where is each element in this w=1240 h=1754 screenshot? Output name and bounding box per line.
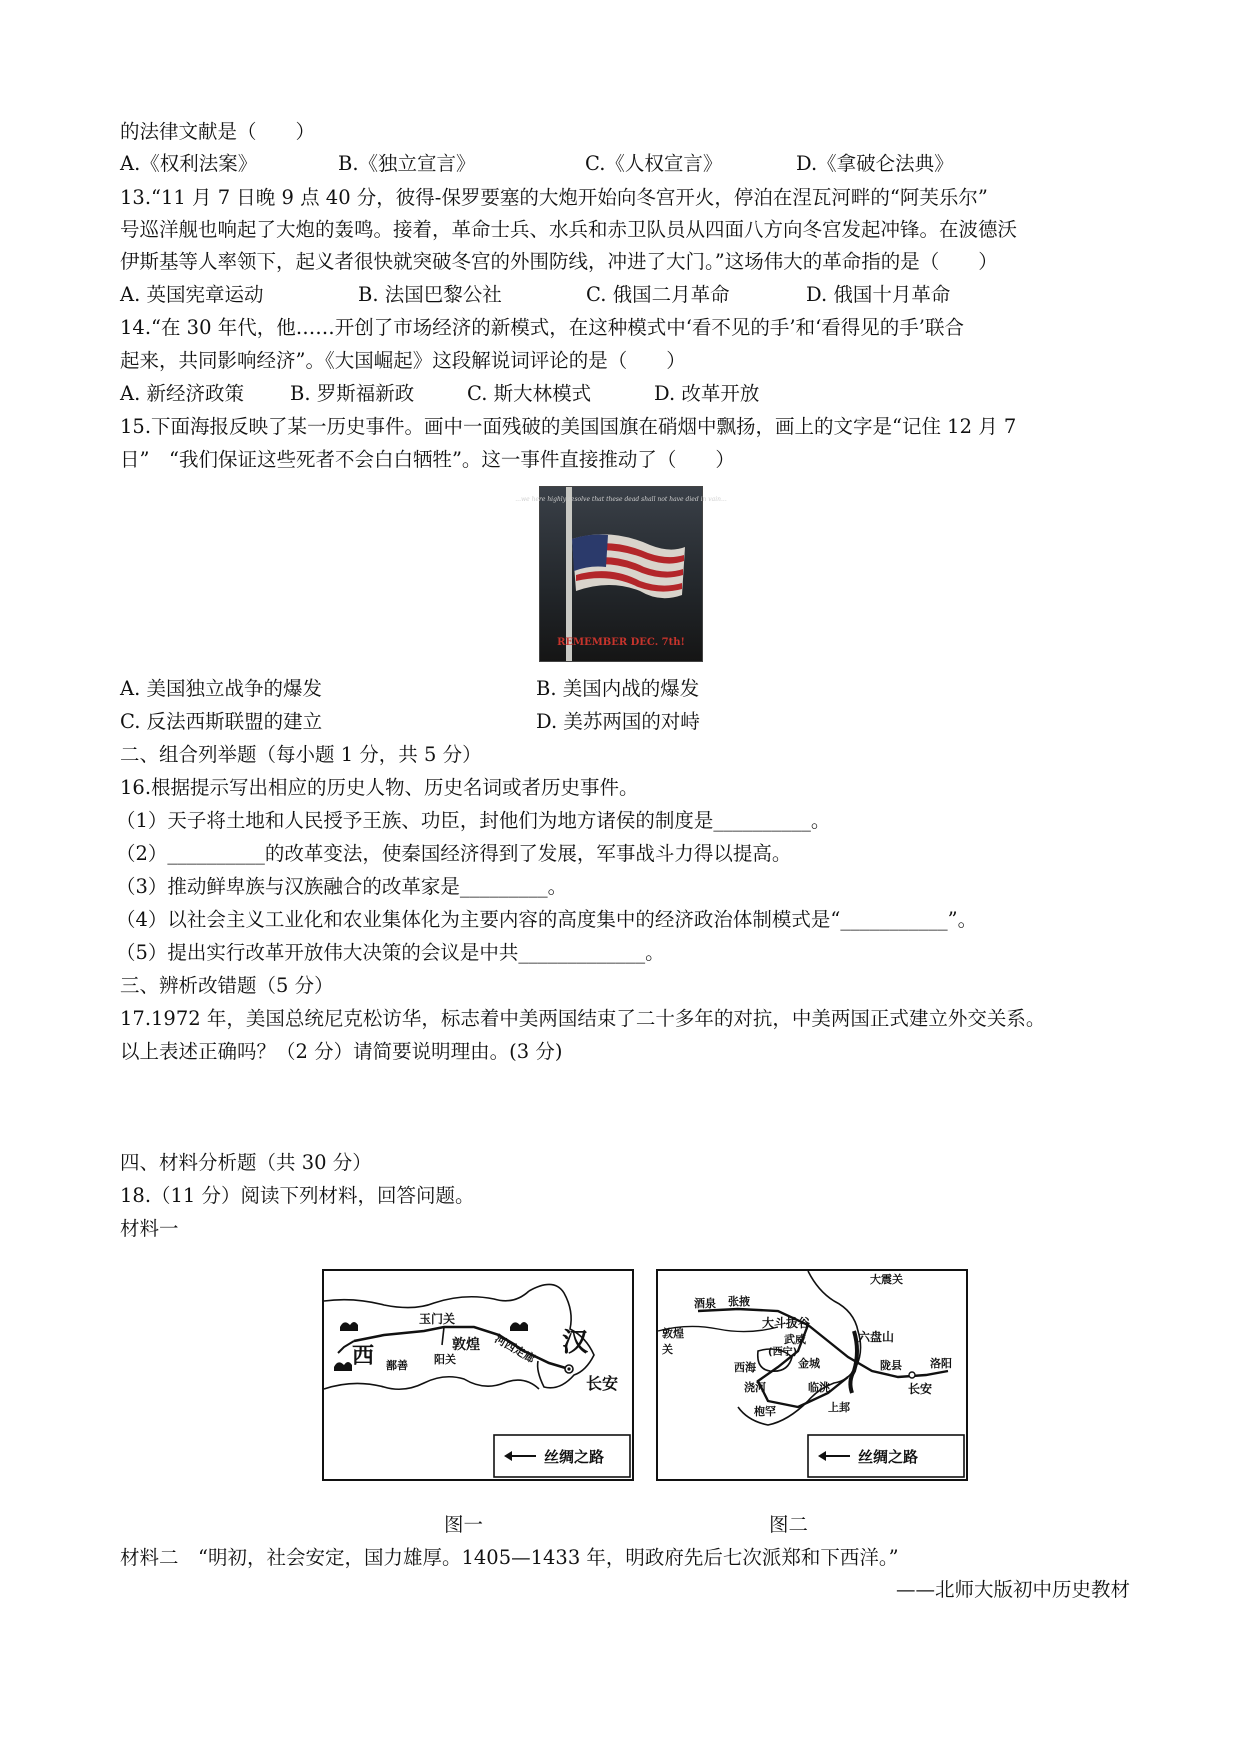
material1-label: 材料一 bbox=[120, 1217, 179, 1240]
silk-road-map-han bbox=[324, 1271, 632, 1479]
map2-label-jincheng: 金城 bbox=[798, 1357, 820, 1370]
section4-heading: 四、材料分析题（共 30 分） bbox=[120, 1151, 372, 1174]
section2-heading: 二、组合列举题（每小题 1 分，共 5 分） bbox=[120, 743, 482, 766]
q16-item-5: （5）提出实行改革开放伟大决策的会议是中共_____________。 bbox=[116, 941, 665, 964]
map2-label-wuwei: 武威 bbox=[784, 1333, 806, 1346]
q14-stem-line2: 起来，共同影响经济”。《大国崛起》这段解说词评论的是（ ） bbox=[120, 349, 686, 372]
q17-line2: 以上表述正确吗？（2 分）请简要说明理由。(3 分) bbox=[120, 1040, 563, 1063]
camel-icon bbox=[334, 1362, 352, 1371]
map2-label-jiaohe: 浇河 bbox=[744, 1381, 766, 1394]
q16-item-2: （2）__________的改革变法，使秦国经济得到了发展，军事战斗力得以提高。 bbox=[116, 842, 792, 865]
q13-stem-line3: 伊斯基等人率领下，起义者很快就突破冬宫的外围防线，冲进了大门。”这场伟大的革命指的是（ ） bbox=[120, 250, 998, 273]
q15-option-b[interactable]: B. 美国内战的爆发 bbox=[536, 677, 700, 700]
q15-option-d[interactable]: D. 美苏两国的对峙 bbox=[536, 710, 700, 733]
q17-line1: 17.1972 年，美国总统尼克松访华，标志着中美两国结束了二十多年的对抗，中美两国正式建立外交关系。 bbox=[120, 1007, 1046, 1030]
map2-label-changan: 长安 bbox=[908, 1382, 933, 1396]
map1-label-xi: 西 bbox=[352, 1344, 375, 1369]
q14-option-d[interactable]: D. 改革开放 bbox=[654, 382, 760, 405]
q13-option-a[interactable]: A. 英国宪章运动 bbox=[120, 283, 264, 306]
map1-label-han: 汉 bbox=[562, 1328, 589, 1358]
map2-label-fuhan: 枹罕 bbox=[754, 1405, 776, 1418]
q16-item-1: （1）天子将土地和人民授予王族、功臣，封他们为地方诸侯的制度是__________。 bbox=[116, 809, 831, 832]
map1-label-shanshan: 鄯善 bbox=[386, 1359, 408, 1372]
q16-stem: 16.根据提示写出相应的历史人物、历史名词或者历史事件。 bbox=[120, 776, 639, 799]
map2-label-xining: (西宁) bbox=[768, 1347, 798, 1358]
q16-item-4: （4）以社会主义工业化和农业集体化为主要内容的高度集中的经济政治体制模式是“___________”。 bbox=[116, 908, 978, 931]
q13-option-b[interactable]: B. 法国巴黎公社 bbox=[358, 283, 502, 306]
poster-image bbox=[515, 487, 727, 661]
map2-label-dunhuang: 敦煌 bbox=[662, 1327, 684, 1340]
section3-heading: 三、辨析改错题（5 分） bbox=[120, 974, 334, 997]
q14-option-b[interactable]: B. 罗斯福新政 bbox=[290, 382, 415, 405]
q15-option-c[interactable]: C. 反法西斯联盟的建立 bbox=[120, 710, 323, 733]
q16-item-3: （3）推动鲜卑族与汉族融合的改革家是_________。 bbox=[116, 875, 568, 898]
map-figure-2 bbox=[656, 1269, 968, 1481]
q13-stem-line2: 号巡洋舰也响起了大炮的轰鸣。接着，革命士兵、水兵和赤卫队员从四面八方向冬宫发起冲锋。在波德沃 bbox=[120, 218, 1018, 241]
q13-option-d[interactable]: D. 俄国十月革命 bbox=[806, 283, 951, 306]
silk-road-map-sui bbox=[658, 1271, 966, 1479]
material2-text: 材料二 “明初，社会安定，国力雄厚。1405—1433 年，明政府先后七次派郑和下西洋。” bbox=[120, 1546, 899, 1569]
q14-stem-line1: 14.“在 30 年代，他……开创了市场经济的新模式，在这种模式中‘看不见的手’和‘看得见的手’联合 bbox=[120, 316, 964, 339]
map2-label-dazhenguan: 大震关 bbox=[870, 1273, 903, 1286]
map1-legend-text: 丝绸之路 bbox=[544, 1448, 605, 1466]
q14-option-a[interactable]: A. 新经济政策 bbox=[120, 382, 244, 405]
poster-top-text: ...we here highly resolve that these dead shall not have died in vain... bbox=[515, 496, 727, 503]
pearl-harbor-poster bbox=[515, 486, 727, 662]
map1-label-dunhuang: 敦煌 bbox=[452, 1337, 480, 1353]
camel-icon bbox=[510, 1322, 528, 1331]
q12-option-a[interactable]: A.《权利法案》 bbox=[120, 152, 258, 175]
map2-caption: 图二 bbox=[769, 1513, 809, 1536]
map2-label-longxian: 陇县 bbox=[880, 1359, 902, 1372]
map1-label-yumenguan: 玉门关 bbox=[419, 1312, 456, 1326]
map1-caption: 图一 bbox=[444, 1513, 484, 1536]
map2-label-lintao: 临洮 bbox=[808, 1381, 830, 1394]
q12-stem-tail: 的法律文献是（ ） bbox=[120, 120, 316, 143]
map1-label-changan: 长安 bbox=[586, 1374, 619, 1393]
map1-label-yangguan: 阳关 bbox=[434, 1353, 456, 1366]
map2-label-dadoubagu: 大斗拔谷 bbox=[762, 1316, 811, 1330]
map2-label-shanggui: 上邽 bbox=[828, 1401, 850, 1414]
material2-source: ——北师大版初中历史教材 bbox=[895, 1578, 1130, 1601]
q15-stem-line2: 日” “我们保证这些死者不会白白牺牲”。这一事件直接推动了（ ） bbox=[120, 448, 735, 471]
q18-stem: 18.（11 分）阅读下列材料，回答问题。 bbox=[120, 1184, 475, 1207]
map2-label-guan: 关 bbox=[662, 1343, 673, 1356]
q12-option-c[interactable]: C.《人权宣言》 bbox=[585, 152, 723, 175]
q14-option-c[interactable]: C. 斯大林模式 bbox=[467, 382, 592, 405]
q15-stem-line1: 15.下面海报反映了某一历史事件。画中一面残破的美国国旗在硝烟中飘扬，画上的文字是“记住 12 月 7 bbox=[120, 415, 1017, 438]
q12-option-b[interactable]: B.《独立宣言》 bbox=[338, 152, 476, 175]
map2-label-liupanshan: 六盘山 bbox=[858, 1330, 895, 1344]
map2-label-luoyang: 洛阳 bbox=[930, 1357, 952, 1370]
map2-legend-text: 丝绸之路 bbox=[858, 1448, 919, 1466]
map2-label-jiuquan: 酒泉 bbox=[694, 1297, 716, 1310]
q13-stem-line1: 13.“11 月 7 日晚 9 点 40 分，彼得-保罗要塞的大炮开始向冬宫开火，停泊在涅瓦河畔的“阿芙乐尔” bbox=[120, 186, 988, 209]
flagpole-shape bbox=[566, 487, 572, 661]
map2-label-xihai: 西海 bbox=[734, 1361, 756, 1374]
map2-label-zhangye: 张掖 bbox=[728, 1295, 750, 1308]
map-figure-1 bbox=[322, 1269, 634, 1481]
q15-option-a[interactable]: A. 美国独立战争的爆发 bbox=[120, 677, 322, 700]
poster-bottom-text: REMEMBER DEC. 7th! bbox=[557, 637, 685, 648]
q12-option-d[interactable]: D.《拿破仑法典》 bbox=[796, 152, 954, 175]
map1-label-hexi-corridor: 河西走廊 bbox=[492, 1332, 538, 1366]
camel-icon bbox=[340, 1322, 358, 1331]
q13-option-c[interactable]: C. 俄国二月革命 bbox=[586, 283, 730, 306]
